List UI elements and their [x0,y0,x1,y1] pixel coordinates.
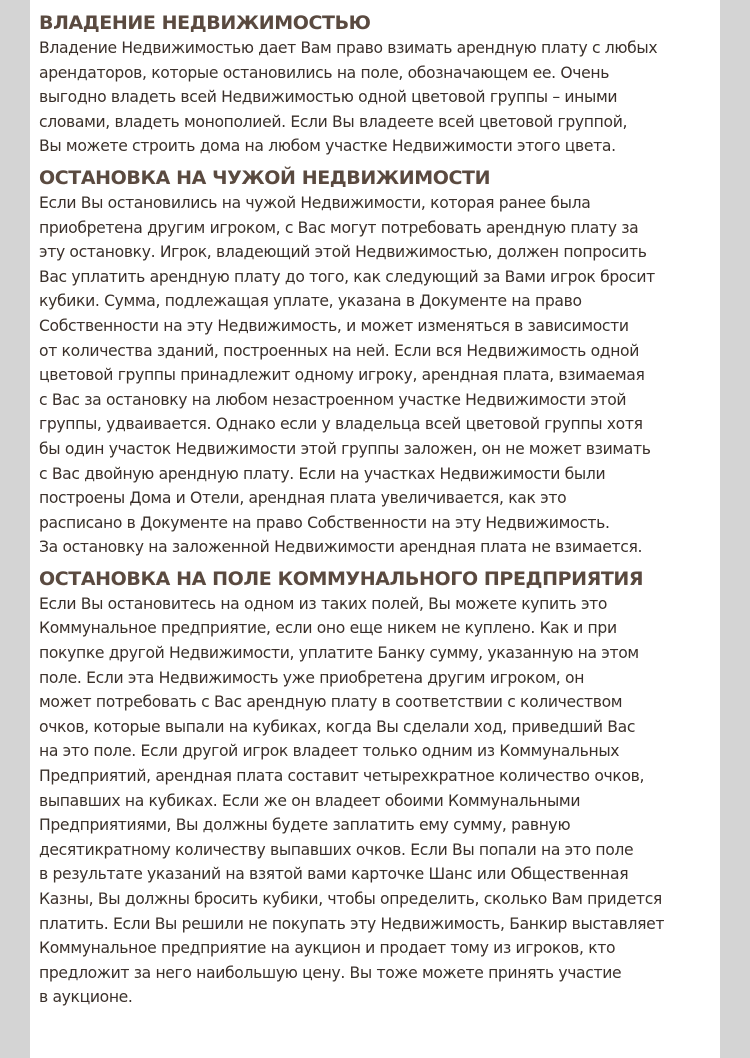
text-line: расписано в Документе на право Собственности на эту Недвижимость. [39,513,610,532]
text-line: За остановку на заложенной Недвижимости арендная плата не взимается. [39,538,643,557]
text-line: Если Вы остановитесь на одном из таких полей, Вы можете купить это [39,594,608,613]
text-line: Вы можете строить дома на любом участке Недвижимости этого цвета. [39,137,616,156]
text-line: от количества зданий, построенных на ней. Если вся Недвижимость одной [39,341,640,360]
section-body [39,36,704,159]
text-line: очков, которые выпали на кубиках, когда Вы сделали ход, приведший Вас [39,717,636,736]
section-stop-on-other-property [39,165,704,560]
text-line: поле. Если эта Недвижимость уже приобретена другим игроком, он [39,668,585,687]
text-line: десятикратному количеству выпавших очков. Если Вы попали на это поле [39,840,634,859]
section-property-ownership [39,10,704,159]
text-line: Коммунальное предприятие, если оно еще никем не куплено. Как и при [39,619,617,638]
text-line: Если Вы остановились на чужой Недвижимости, которая ранее была [39,193,591,212]
text-line: в результате указаний на взятой вами карточке Шанс или Общественная [39,865,629,884]
text-line: эту остановку. Игрок, владеющий этой Недвижимостью, должен попросить [39,243,647,262]
text-line: платить. Если Вы решили не покупать эту Недвижимость, Банкир выставляет [39,914,665,933]
text-line: в аукционе. [39,988,133,1007]
text-line: построены Дома и Отели, арендная плата увеличивается, как это [39,489,567,508]
text-line: кубики. Сумма, подлежащая уплате, указана в Документе на право [39,292,582,311]
document-page [30,0,720,1058]
text-line: группы, удваивается. Однако если у владельца всей цветовой группы хотя [39,415,643,434]
text-line: Коммунальное предприятие на аукцион и продает тому из игроков, кто [39,939,616,958]
text-line: Казны, Вы должны бросить кубики, чтобы определить, сколько Вам придется [39,890,662,908]
text-line: Предприятий, арендная плата составит четырехкратное количество очков, [39,767,645,786]
text-line: Предприятиями, Вы должны будете заплатить ему сумму, равную [39,816,571,835]
text-line: выпавших на кубиках. Если же он владеет обоими Коммунальными [39,791,581,810]
text-line: с Вас за остановку на любом незастроенном участке Недвижимости этой [39,390,627,409]
section-heading: ОСТАНОВКА НА ЧУЖОЙ НЕДВИЖИМОСТИ [39,166,491,189]
section-body [39,592,704,1010]
text-line: покупке другой Недвижимости, уплатите Банку сумму, указанную на этом [39,644,639,663]
text-line: арендаторов, которые остановились на поле, обозначающем ее. Очень [39,63,610,82]
text-line: выгодно владеть всей Недвижимостью одной цветовой группы – иными [39,88,618,107]
section-body [39,191,704,560]
text-line: с Вас двойную арендную плату. Если на участках Недвижимости были [39,464,606,483]
section-stop-on-utility [39,566,704,1010]
text-line: Вас уплатить арендную плату до того, как следующий за Вами игрок бросит [39,267,655,286]
text-line: на это поле. Если другой игрок владеет только одним из Коммунальных [39,742,620,761]
section-heading: ОСТАНОВКА НА ПОЛЕ КОММУНАЛЬНОГО ПРЕДПРИЯТИЯ [39,567,644,590]
text-line: цветовой группы принадлежит одному игроку, арендная плата, взимаемая [39,366,645,385]
text-line: бы один участок Недвижимости этой группы заложен, он не может взимать [39,439,651,458]
section-heading: ВЛАДЕНИЕ НЕДВИЖИМОСТЬЮ [39,12,371,34]
text-line: словами, владеть монополией. Если Вы владеете всей цветовой группой, [39,112,628,131]
text-line: может потребовать с Вас арендную плату в соответствии с количеством [39,693,623,712]
text-line: предложит за него наибольшую цену. Вы тоже можете принять участие [39,963,622,982]
text-line: приобретена другим игроком, с Вас могут потребовать арендную плату за [39,218,639,237]
text-line: Собственности на эту Недвижимость, и может изменяться в зависимости [39,316,629,335]
text-line: Владение Недвижимостью дает Вам право взимать арендную плату с любых [39,39,658,57]
